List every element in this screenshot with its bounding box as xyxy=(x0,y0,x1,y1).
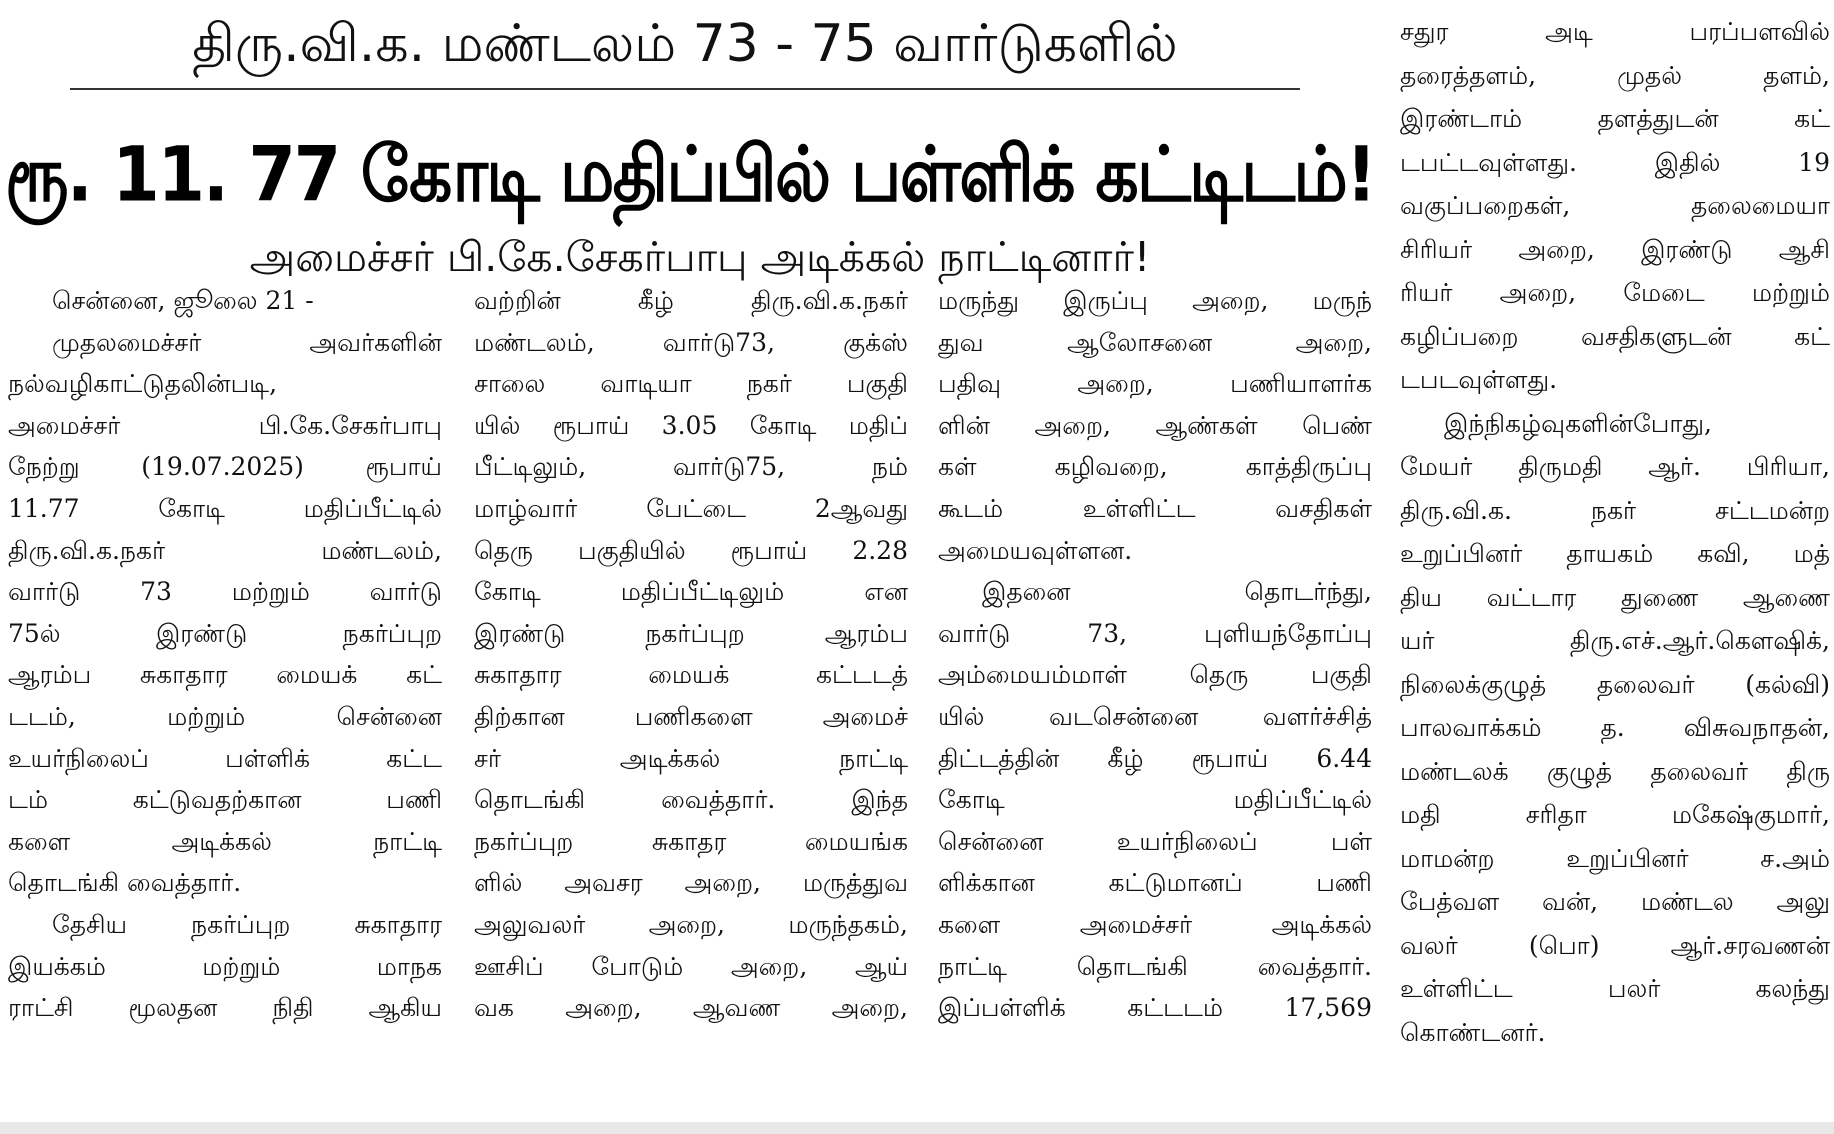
article-text-line: தொடங்கி வைத்தார். இந்த xyxy=(474,785,908,815)
article-text-line: வற்றின் கீழ் திரு.வி.க.நகர் xyxy=(474,286,908,315)
article-text-line: சென்னை, ஜூலை 21 - xyxy=(52,286,314,315)
article-column-2 xyxy=(474,280,908,1029)
article-text-line: கோடி மதிப்பீட்டில் xyxy=(938,785,1372,815)
article-text-line: ரியர் அறை, மேடை மற்றும் xyxy=(1400,278,1830,307)
article-text-line: சுகாதார மையக் கட்டடத் xyxy=(474,660,908,690)
article-text-line: பீட்டிலும், வார்டு75, நம் xyxy=(474,452,908,482)
article-text-line: களை அடிக்கல் நாட்டி xyxy=(8,826,442,856)
article-text-line: அமையவுள்ளன. xyxy=(938,535,1133,565)
article-text-line: நகர்ப்புற சுகாதர மையங்க xyxy=(474,826,908,856)
article-text-line: இதனை தொடர்ந்து, xyxy=(982,577,1372,607)
article-text-line: யர் திரு.எச்.ஆர்.கௌஷிக், xyxy=(1400,626,1830,655)
article-text-line: ஆரம்ப சுகாதார மையக் கட் xyxy=(8,660,442,690)
article-text-line: திய வட்டார துணை ஆணை xyxy=(1400,582,1830,612)
article-text-line: முதலமைச்சர் அவர்களின் xyxy=(52,327,442,357)
article-text-line: மதி சரிதா மகேஷ்குமார், xyxy=(1400,800,1830,829)
article-text-line: கோடி மதிப்பீட்டிலும் என xyxy=(474,577,908,607)
article-text-line: களை அமைச்சர் அடிக்கல் xyxy=(938,909,1372,939)
article-text-line: ளின் அறை, ஆண்கள் பெண் xyxy=(938,410,1372,440)
article-kicker: திரு.வி.க. மண்டலம் 73 - 75 வார்டுகளில் xyxy=(192,14,1178,74)
article-text-line: உயர்நிலைப் பள்ளிக் கட்ட xyxy=(8,743,442,773)
article-text-line: 11.77 கோடி மதிப்பீட்டில் xyxy=(8,493,442,523)
article-text-line: ஊசிப் போடும் அறை, ஆய் xyxy=(474,951,908,981)
article-text-line: அமைச்சர் பி.கே.சேகர்பாபு xyxy=(8,410,442,440)
article-text-line: பேத்வள வன், மண்டல அலு xyxy=(1400,887,1830,916)
article-text-line: ராட்சி மூலதன நிதி ஆகிய xyxy=(8,993,442,1023)
article-text-line: நேற்று (19.07.2025) ரூபாய் xyxy=(8,452,442,482)
article-text-line: யில் ரூபாய் 3.05 கோடி மதிப் xyxy=(474,410,908,440)
article-text-line: நாட்டி தொடங்கி வைத்தார். xyxy=(938,951,1372,981)
article-text-line: சிரியர் அறை, இரண்டு ஆசி xyxy=(1400,234,1830,264)
article-column-1 xyxy=(8,280,442,1029)
article-text-line: பாலவாக்கம் த. விசுவநாதன், xyxy=(1400,713,1830,742)
article-text-line: தரைத்தளம், முதல் தளம், xyxy=(1400,60,1830,90)
article-text-line: பதிவு அறை, பணியாளர்க xyxy=(938,369,1372,399)
article-text-line: மண்டலக் குழுத் தலைவர் திரு xyxy=(1400,756,1830,786)
article-text-line: திட்டத்தின் கீழ் ரூபாய் 6.44 xyxy=(938,743,1372,773)
article-text-line: வார்டு 73 மற்றும் வார்டு xyxy=(8,577,442,607)
article-text-line: தெரு பகுதியில் ரூபாய் 2.28 xyxy=(474,535,908,565)
article-text-line: இந்நிகழ்வுகளின்போது, xyxy=(1444,408,1713,438)
article-text-line: உறுப்பினர் தாயகம் கவி, மத் xyxy=(1400,539,1830,568)
article-text-line: டம் கட்டுவதற்கான பணி xyxy=(8,785,442,815)
article-text-line: வக அறை, ஆவண அறை, xyxy=(474,993,908,1023)
article-text-line: வார்டு 73, புளியந்தோப்பு xyxy=(938,618,1372,648)
article-text-line: யில் வடசென்னை வளர்ச்சித் xyxy=(938,701,1372,731)
article-text-line: கொண்டனர். xyxy=(1400,1017,1546,1047)
article-text-line: மேயர் திருமதி ஆர். பிரியா, xyxy=(1400,452,1830,481)
article-column-3 xyxy=(938,280,1372,1029)
article-text-line: சர் அடிக்கல் நாட்டி xyxy=(474,743,908,773)
article-column-4 xyxy=(1400,10,1830,1054)
article-text-line: மாழ்வார் பேட்டை 2ஆவது xyxy=(474,493,908,523)
article-text-line: தொடங்கி வைத்தார். xyxy=(8,868,242,898)
article-text-line: கூடம் உள்ளிட்ட வசதிகள் xyxy=(938,493,1372,523)
article-text-line: மண்டலம், வார்டு73, குக்ஸ் xyxy=(474,327,908,357)
article-text-line: மாமன்ற உறுப்பினர் ச.அம் xyxy=(1400,843,1830,873)
article-text-line: நல்வழிகாட்டுதலின்படி, xyxy=(8,369,278,399)
article-text-line: ளிக்கான கட்டுமானப் பணி xyxy=(938,868,1372,898)
article-text-line: கழிப்பறை வசதிகளுடன் கட் xyxy=(1400,321,1830,351)
article-text-line: இரண்டாம் தளத்துடன் கட் xyxy=(1400,104,1830,133)
kicker-divider xyxy=(70,88,1300,90)
article-subhead: அமைச்சர் பி.கே.சேகர்பாபு அடிக்கல் நாட்டினார்! xyxy=(249,233,1151,281)
article-text-line: டபடவுள்ளது. xyxy=(1400,365,1558,394)
article-text-line: மருந்து இருப்பு அறை, மருந் xyxy=(938,286,1372,315)
article-text-line: நிலைக்குழுத் தலைவர் (கல்வி) xyxy=(1400,669,1830,699)
article-text-line: கள் கழிவறை, காத்திருப்பு xyxy=(938,452,1372,482)
article-text-line: சென்னை உயர்நிலைப் பள் xyxy=(938,826,1372,856)
article-text-line: சாலை வாடியா நகர் பகுதி xyxy=(474,369,908,399)
article-text-line: அம்மையம்மாள் தெரு பகுதி xyxy=(938,660,1372,690)
article-text-line: சதுர அடி பரப்பளவில் xyxy=(1400,17,1830,46)
article-text-line: இப்பள்ளிக் கட்டடம் 17,569 xyxy=(938,993,1372,1023)
article-text-line: தேசிய நகர்ப்புற சுகாதார xyxy=(52,909,442,939)
article-text-line: துவ ஆலோசனை அறை, xyxy=(938,327,1372,357)
article-text-line: இயக்கம் மற்றும் மாநக xyxy=(8,951,442,981)
article-text-line: இரண்டு நகர்ப்புற ஆரம்ப xyxy=(474,618,908,648)
article-text-line: டடம், மற்றும் சென்னை xyxy=(8,701,442,731)
article-text-line: வலர் (பொ) ஆர்.சரவணன் xyxy=(1400,930,1830,960)
page-bottom-edge xyxy=(0,1122,1834,1134)
article-text-line: உள்ளிட்ட பலர் கலந்து xyxy=(1400,974,1830,1003)
article-headline: ரூ. 11. 77 கோடி மதிப்பில் பள்ளிக் கட்டிடம்! xyxy=(5,131,1375,220)
article-text-line: திற்கான பணிகளை அமைச் xyxy=(474,701,908,731)
article-text-line: டபட்டவுள்ளது. இதில் 19 xyxy=(1400,147,1830,177)
article-text-line: 75ல் இரண்டு நகர்ப்புற xyxy=(8,618,442,648)
article-text-line: வகுப்பறைகள், தலைமையா xyxy=(1400,191,1830,220)
article-text-line: திரு.வி.க.நகர் மண்டலம், xyxy=(8,535,442,565)
article-text-line: அலுவலர் அறை, மருந்தகம், xyxy=(474,909,908,939)
article-text-line: ளில் அவசர அறை, மருத்துவ xyxy=(474,868,908,898)
article-text-line: திரு.வி.க. நகர் சட்டமன்ற xyxy=(1400,495,1830,525)
